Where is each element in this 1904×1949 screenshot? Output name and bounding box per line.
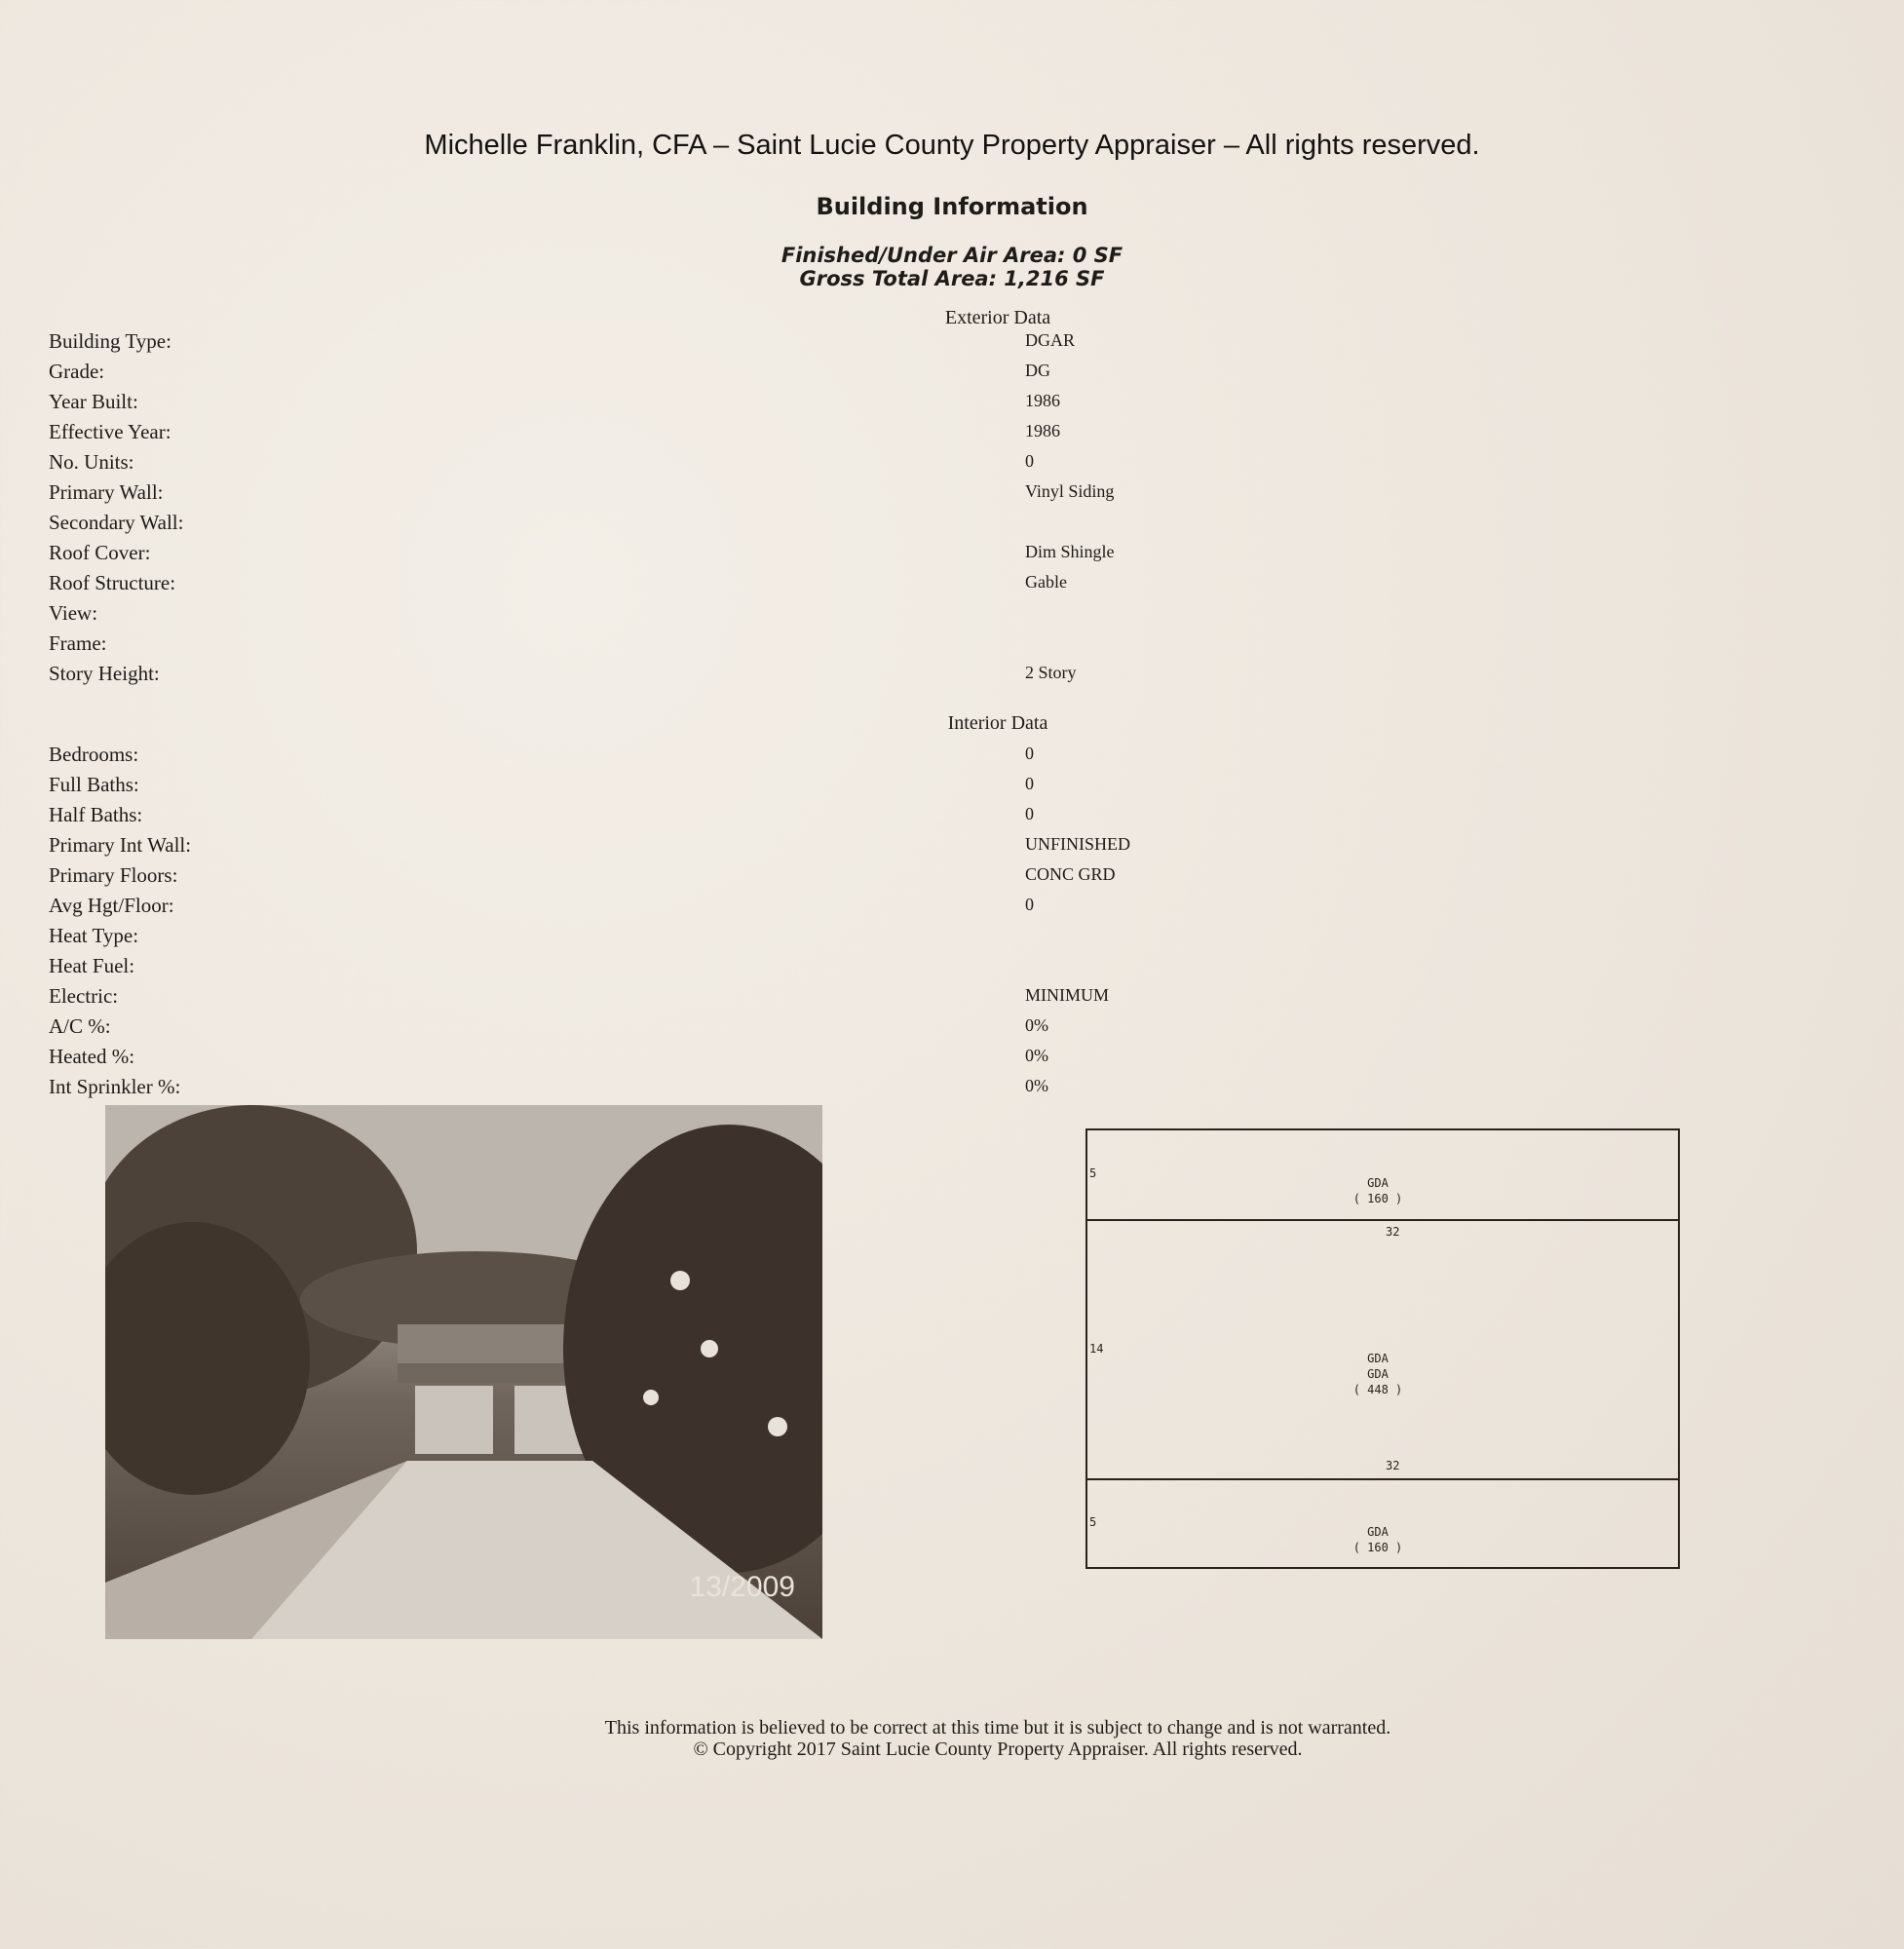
sketch-middle-code2: GDA xyxy=(1367,1367,1389,1381)
interior-field-label: Full Baths: xyxy=(49,773,139,796)
sketch-bottom-code: GDA xyxy=(1367,1525,1389,1539)
exterior-field-label: Grade: xyxy=(49,360,105,383)
interior-field-value: 0 xyxy=(1025,774,1034,793)
interior-field-value: MINIMUM xyxy=(1025,985,1110,1005)
sketch-top-side-dim: 5 xyxy=(1089,1166,1097,1180)
interior-field-value: UNFINISHED xyxy=(1025,834,1130,854)
interior-field-label: Primary Floors: xyxy=(49,863,178,887)
exterior-field-label: View: xyxy=(49,601,98,625)
sketch-bottom-side-dim: 5 xyxy=(1089,1515,1097,1529)
interior-field-label: Avg Hgt/Floor: xyxy=(49,894,174,917)
exterior-field-value: 2 Story xyxy=(1025,663,1077,682)
interior-field-label: Electric: xyxy=(49,984,119,1008)
exterior-field-value: Dim Shingle xyxy=(1025,542,1115,561)
exterior-field-label: Frame: xyxy=(49,631,107,655)
interior-field-label: Heated %: xyxy=(49,1045,135,1068)
exterior-field-label: Story Height: xyxy=(49,662,160,685)
page-title: Building Information xyxy=(816,193,1088,220)
interior-field-label: Int Sprinkler %: xyxy=(49,1075,181,1098)
exterior-field-value: 1986 xyxy=(1025,421,1060,440)
exterior-field-label: Year Built: xyxy=(49,390,138,413)
sketch-middle-area: ( 448 ) xyxy=(1352,1383,1403,1396)
exterior-field-value: DG xyxy=(1025,361,1050,380)
building-sketch xyxy=(1085,1128,1682,1571)
exterior-field-label: Building Type: xyxy=(49,329,171,353)
sketch-middle-side-dim: 14 xyxy=(1089,1342,1104,1356)
exterior-heading: Exterior Data xyxy=(944,307,1051,328)
interior-field-label: Primary Int Wall: xyxy=(49,833,192,857)
exterior-field-label: Roof Cover: xyxy=(49,541,151,564)
exterior-field-value: Vinyl Siding xyxy=(1025,481,1115,501)
finished-area: Finished/Under Air Area: 0 SF xyxy=(781,244,1123,267)
sketch-top-code: GDA xyxy=(1367,1176,1389,1190)
gross-area: Gross Total Area: 1,216 SF xyxy=(799,267,1105,290)
photo-date-stamp: 13/2009 xyxy=(689,1571,795,1603)
footer-disclaimer: This information is believed to be correct at this time but it is subject to change and is not warranted. xyxy=(604,1717,1391,1739)
interior-field-value: 0 xyxy=(1025,744,1034,763)
exterior-field-label: No. Units: xyxy=(49,450,134,474)
exterior-field-label: Primary Wall: xyxy=(49,480,164,504)
interior-field-value: 0 xyxy=(1025,804,1034,823)
property-photo xyxy=(105,1105,822,1639)
sketch-top-area: ( 160 ) xyxy=(1352,1192,1403,1205)
interior-heading: Interior Data xyxy=(947,712,1048,734)
interior-field-value: 0% xyxy=(1025,1076,1048,1095)
exterior-field-label: Effective Year: xyxy=(49,420,171,443)
sketch-middle-code1: GDA xyxy=(1367,1352,1389,1365)
exterior-field-value: DGAR xyxy=(1025,330,1076,350)
interior-field-value: CONC GRD xyxy=(1025,864,1116,884)
interior-field-label: A/C %: xyxy=(49,1014,111,1038)
sketch-middle-bottom-dim: 32 xyxy=(1386,1459,1400,1472)
exterior-field-label: Secondary Wall: xyxy=(49,511,184,534)
exterior-field-value: Gable xyxy=(1025,572,1067,592)
sketch-top-bottom-dim: 32 xyxy=(1386,1225,1400,1239)
interior-field-value: 0 xyxy=(1025,895,1034,914)
interior-field-label: Heat Type: xyxy=(49,924,139,947)
interior-field-label: Half Baths: xyxy=(49,803,143,826)
exterior-field-label: Roof Structure: xyxy=(49,571,176,594)
sketch-bottom-area: ( 160 ) xyxy=(1352,1541,1403,1554)
interior-field-value: 0% xyxy=(1025,1015,1048,1035)
footer-copyright: © Copyright 2017 Saint Lucie County Property Appraiser. All rights reserved. xyxy=(693,1739,1303,1760)
page-header: Michelle Franklin, CFA – Saint Lucie County Property Appraiser – All rights reserved. xyxy=(424,130,1480,161)
interior-field-value: 0% xyxy=(1025,1046,1048,1065)
interior-field-label: Bedrooms: xyxy=(49,743,139,766)
exterior-field-value: 1986 xyxy=(1025,391,1060,410)
interior-field-label: Heat Fuel: xyxy=(49,954,135,977)
exterior-field-value: 0 xyxy=(1025,451,1034,471)
